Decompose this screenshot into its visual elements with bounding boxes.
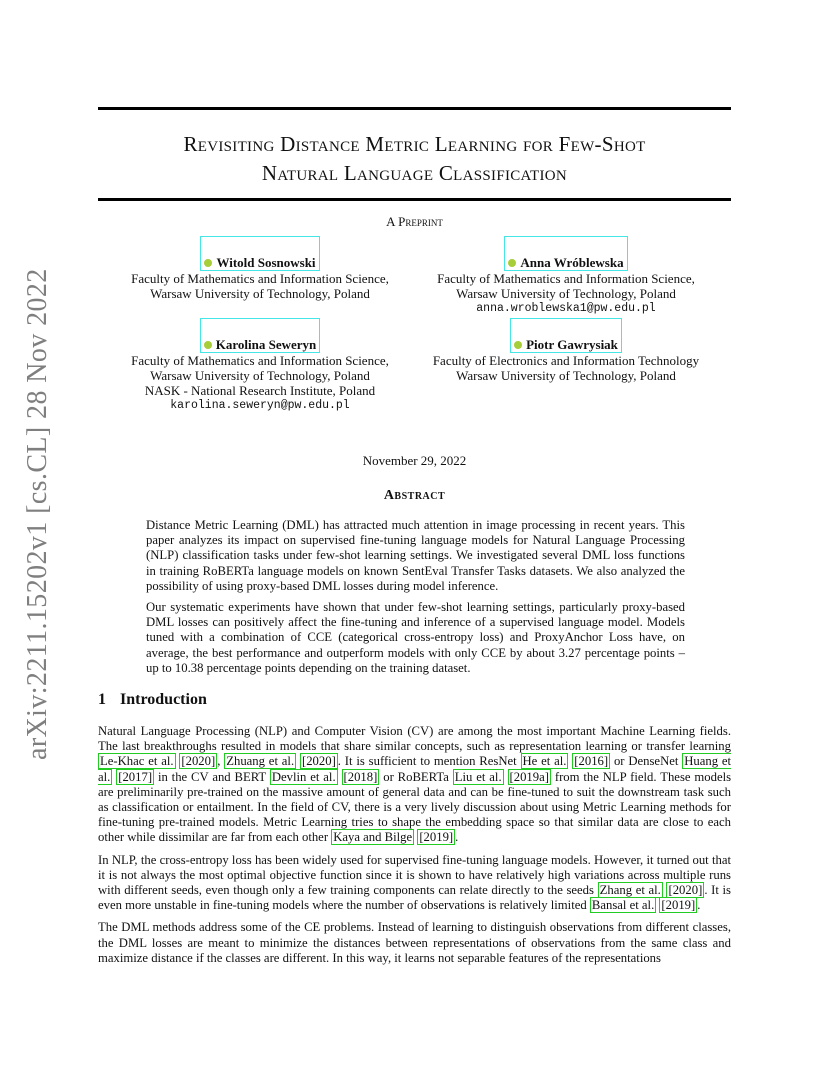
section-heading-introduction <box>98 691 207 709</box>
orcid-icon[interactable] <box>204 259 212 267</box>
publication-date: November 29, 2022 <box>362 453 467 468</box>
citation-link[interactable]: [2019] <box>419 830 454 845</box>
orcid-icon[interactable] <box>204 341 212 349</box>
citation-link[interactable]: Zhang et al. <box>599 883 661 898</box>
citation-link[interactable]: [2020] <box>301 754 336 769</box>
author-name-link[interactable] <box>200 236 319 271</box>
author-block-gawrysiak <box>415 318 717 383</box>
author-name: Anna Wróblewska <box>520 255 624 270</box>
author-name: Piotr Gawrysiak <box>526 337 618 352</box>
author-name-link[interactable] <box>200 318 321 353</box>
author-affiliation: NASK - National Research Institute, Poland <box>144 383 376 398</box>
author-affiliation: Faculty of Mathematics and Information Science, <box>131 353 389 368</box>
citation-link[interactable]: Bansal et al. <box>591 898 655 913</box>
citation-link[interactable]: [2020] <box>668 883 703 898</box>
author-affiliation: Warsaw University of Technology, Poland <box>456 286 676 301</box>
title-line-2: Natural Language Classification <box>261 161 568 185</box>
author-affiliation: Faculty of Mathematics and Information Science, <box>131 271 389 286</box>
author-name-link[interactable] <box>510 318 622 353</box>
author-name: Witold Sosnowski <box>216 255 316 270</box>
body-paragraph <box>98 724 731 846</box>
citation-link[interactable]: [2017] <box>118 769 153 784</box>
citation-link[interactable]: Liu et al. <box>454 769 502 784</box>
preprint-label: A Preprint <box>386 214 443 229</box>
author-block-wroblewska <box>415 236 717 316</box>
abstract-paragraph: Distance Metric Learning (DML) has attracted much attention in image processing in recent years. This paper analyzes its impact on supervised fine-tuning language models for Natural Language Processing (NLP) classification tasks under few-shot learning settings. We investigated several DML loss functions in training RoBERTa language models on known SentEval Transfer Tasks datasets. We also analyzed the possibility of using proxy-based DML losses during model inference. <box>146 518 685 593</box>
citation-link[interactable]: He et al. <box>522 754 567 769</box>
title-line-1: Revisiting Distance Metric Learning for Few-Shot <box>183 132 646 156</box>
paragraph-text: . It is even more unstable in fine-tuning models where the number of observations is relatively limited <box>98 883 731 913</box>
author-email[interactable]: anna.wroblewska1@pw.edu.pl <box>476 302 656 315</box>
author-affiliation: Warsaw University of Technology, Poland <box>456 368 676 383</box>
paragraph-text: . It is sufficient to mention ResNet <box>337 754 521 769</box>
arxiv-identifier: arXiv:2211.15202v1 [cs.CL] 28 Nov 2022 <box>22 268 53 760</box>
paragraph-text: , <box>217 754 225 769</box>
citation-link[interactable]: Le-Khac et al. <box>100 754 174 769</box>
author-block-seweryn <box>110 318 410 413</box>
title-bottom-rule <box>98 198 731 201</box>
author-block-sosnowski <box>110 236 410 301</box>
orcid-icon[interactable] <box>508 259 516 267</box>
citation-link[interactable]: [2016] <box>574 754 609 769</box>
section-number: 1 <box>98 691 106 708</box>
citation-link[interactable]: [2019a] <box>509 769 549 784</box>
paragraph-text: in the CV and BERT <box>154 769 270 784</box>
author-name-link[interactable] <box>504 236 627 271</box>
citation-link[interactable]: Zhuang et al. <box>226 754 295 769</box>
title-top-rule <box>98 107 731 110</box>
paper-title <box>98 130 731 188</box>
abstract-heading: Abstract <box>383 488 446 503</box>
citation-link[interactable]: Devlin et al. <box>271 769 336 784</box>
paragraph-text: or RoBERTa <box>379 769 453 784</box>
paragraph-text: Natural Language Processing (NLP) and Computer Vision (CV) are among the most important Machine Learning fields. The last breakthroughs resulted in models that share similar concepts, such as representation learning or transfer learning <box>98 724 731 754</box>
paragraph-text: . <box>697 898 701 913</box>
citation-link[interactable]: [2019] <box>661 898 696 913</box>
paragraph-text: or DenseNet <box>610 754 683 769</box>
section-title: Introduction <box>120 691 207 708</box>
author-affiliation: Warsaw University of Technology, Poland <box>150 368 370 383</box>
paragraph-text: . <box>455 830 459 845</box>
author-affiliation: Faculty of Electronics and Information Technology <box>432 353 700 368</box>
citation-link[interactable]: [2020] <box>181 754 216 769</box>
citation-link[interactable]: Huang et al. <box>98 754 732 784</box>
abstract-body <box>146 518 685 682</box>
citation-link[interactable]: Kaya and Bilge <box>333 830 413 845</box>
abstract-paragraph: Our systematic experiments have shown that under few-shot learning settings, particularly proxy-based DML losses can positively affect the fine-tuning and inference of a supervised language model. Models tuned with a combination of CCE (categorical cross-entropy loss) and ProxyAnchor Loss have, on average, the best performance and outperform models with only CCE by about 3.27 percentage points – up to 10.38 percentage points depending on the training dataset. <box>146 600 685 675</box>
paragraph-text: from the NLP field. These models are preliminarily pre-trained on the massive amount of general data and can be fine-tuned to suit the downstream task such as classification or entailment. In the field of CV, there is a very lively discussion about using Metric Learning methods for fine-tuning pre-trained models. Metric Learning tries to shape the embedding space so that similar data are close to each other while dissimilar are far from each other <box>98 769 732 845</box>
author-affiliation: Faculty of Mathematics and Information Science, <box>437 271 695 286</box>
orcid-icon[interactable] <box>514 341 522 349</box>
author-affiliation: Warsaw University of Technology, Poland <box>150 286 370 301</box>
body-paragraph: The DML methods address some of the CE problems. Instead of learning to distinguish observations from different classes, the DML losses are meant to minimize the distances between representations of observations from the same class and maximize distance if the classes are different. In this way, it learns not separable features of the representations <box>98 920 731 965</box>
introduction-body <box>98 724 731 973</box>
author-name: Karolina Seweryn <box>215 337 317 352</box>
body-paragraph <box>98 853 731 914</box>
citation-link[interactable]: [2018] <box>343 769 378 784</box>
author-email[interactable]: karolina.seweryn@pw.edu.pl <box>170 399 350 412</box>
paragraph-text: In NLP, the cross-entropy loss has been widely used for supervised fine-tuning language models. However, it turned out that it is not always the most optimal objective function since it is shown to have relatively high variations across multiple runs with different seeds, even though only a few training components can relate directly to the seeds <box>98 852 731 898</box>
